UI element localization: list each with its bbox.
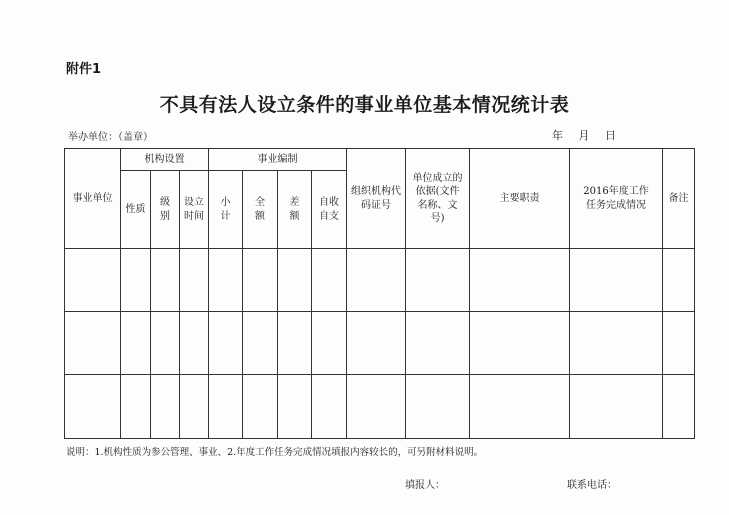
table-cell[interactable] [243, 249, 278, 312]
table-cell[interactable] [151, 312, 180, 375]
header-duties: 主要职责 [470, 149, 570, 249]
table-cell[interactable] [243, 375, 278, 439]
table-cell[interactable] [209, 312, 243, 375]
table-cell[interactable] [470, 375, 570, 439]
table-cell[interactable] [243, 312, 278, 375]
header-full-funded: 全额 [243, 171, 278, 249]
table-cell[interactable] [406, 312, 470, 375]
date-label: 年 月 日 [552, 129, 616, 142]
table-cell[interactable] [470, 312, 570, 375]
header-nature: 性质 [121, 171, 151, 249]
header-self-funded: 自收自支 [312, 171, 347, 249]
table-cell[interactable] [312, 375, 347, 439]
table-cell[interactable] [151, 375, 180, 439]
header-basis: 单位成立的依据(文件名称、文号) [406, 149, 470, 249]
table-cell[interactable] [180, 249, 209, 312]
table-cell[interactable] [121, 312, 151, 375]
table-cell[interactable] [347, 312, 406, 375]
table-cell[interactable] [663, 312, 695, 375]
header-diff-funded: 差额 [278, 171, 312, 249]
table-cell[interactable] [406, 249, 470, 312]
table-cell[interactable] [65, 249, 121, 312]
organizer-label: 举办单位：（盖章） [68, 132, 153, 143]
table-cell[interactable] [470, 249, 570, 312]
table-cell[interactable] [312, 249, 347, 312]
table-cell[interactable] [209, 375, 243, 439]
phone-label: 联系电话： [567, 480, 617, 491]
table-cell[interactable] [663, 375, 695, 439]
table-cell[interactable] [151, 249, 180, 312]
table-cell[interactable] [65, 375, 121, 439]
table-cell[interactable] [406, 375, 470, 439]
table-row [65, 312, 695, 375]
attachment-label: 附件1 [66, 62, 102, 77]
table-row [65, 375, 695, 439]
header-subtotal: 小计 [209, 171, 243, 249]
table-cell[interactable] [663, 249, 695, 312]
table-row [65, 249, 695, 312]
table-cell[interactable] [180, 312, 209, 375]
header-unit: 事业单位 [65, 149, 121, 249]
table-cell[interactable] [65, 312, 121, 375]
table-cell[interactable] [347, 249, 406, 312]
statistics-table [64, 148, 695, 439]
header-setup-time: 设立时间 [180, 171, 209, 249]
header-work-2016: 2016年度工作任务完成情况 [570, 149, 663, 249]
table-cell[interactable] [121, 375, 151, 439]
table-cell[interactable] [180, 375, 209, 439]
table-cell[interactable] [312, 312, 347, 375]
header-org-code: 组织机构代码证号 [347, 149, 406, 249]
table-cell[interactable] [278, 312, 312, 375]
table-cell[interactable] [209, 249, 243, 312]
table-cell[interactable] [570, 312, 663, 375]
header-org-setup: 机构设置 [121, 149, 209, 171]
footnote: 说明：1.机构性质为参公管理、事业、2.年度工作任务完成情况填报内容较长的，可另附材料说明。 [66, 447, 484, 458]
header-remarks: 备注 [663, 149, 695, 249]
filler-label: 填报人： [405, 480, 445, 491]
table-cell[interactable] [570, 249, 663, 312]
table-cell[interactable] [278, 249, 312, 312]
page-title: 不具有法人设立条件的事业单位基本情况统计表 [159, 94, 570, 116]
header-level: 级别 [151, 171, 180, 249]
header-staffing: 事业编制 [209, 149, 347, 171]
table-cell[interactable] [121, 249, 151, 312]
table-cell[interactable] [570, 375, 663, 439]
table-cell[interactable] [278, 375, 312, 439]
table-cell[interactable] [347, 375, 406, 439]
